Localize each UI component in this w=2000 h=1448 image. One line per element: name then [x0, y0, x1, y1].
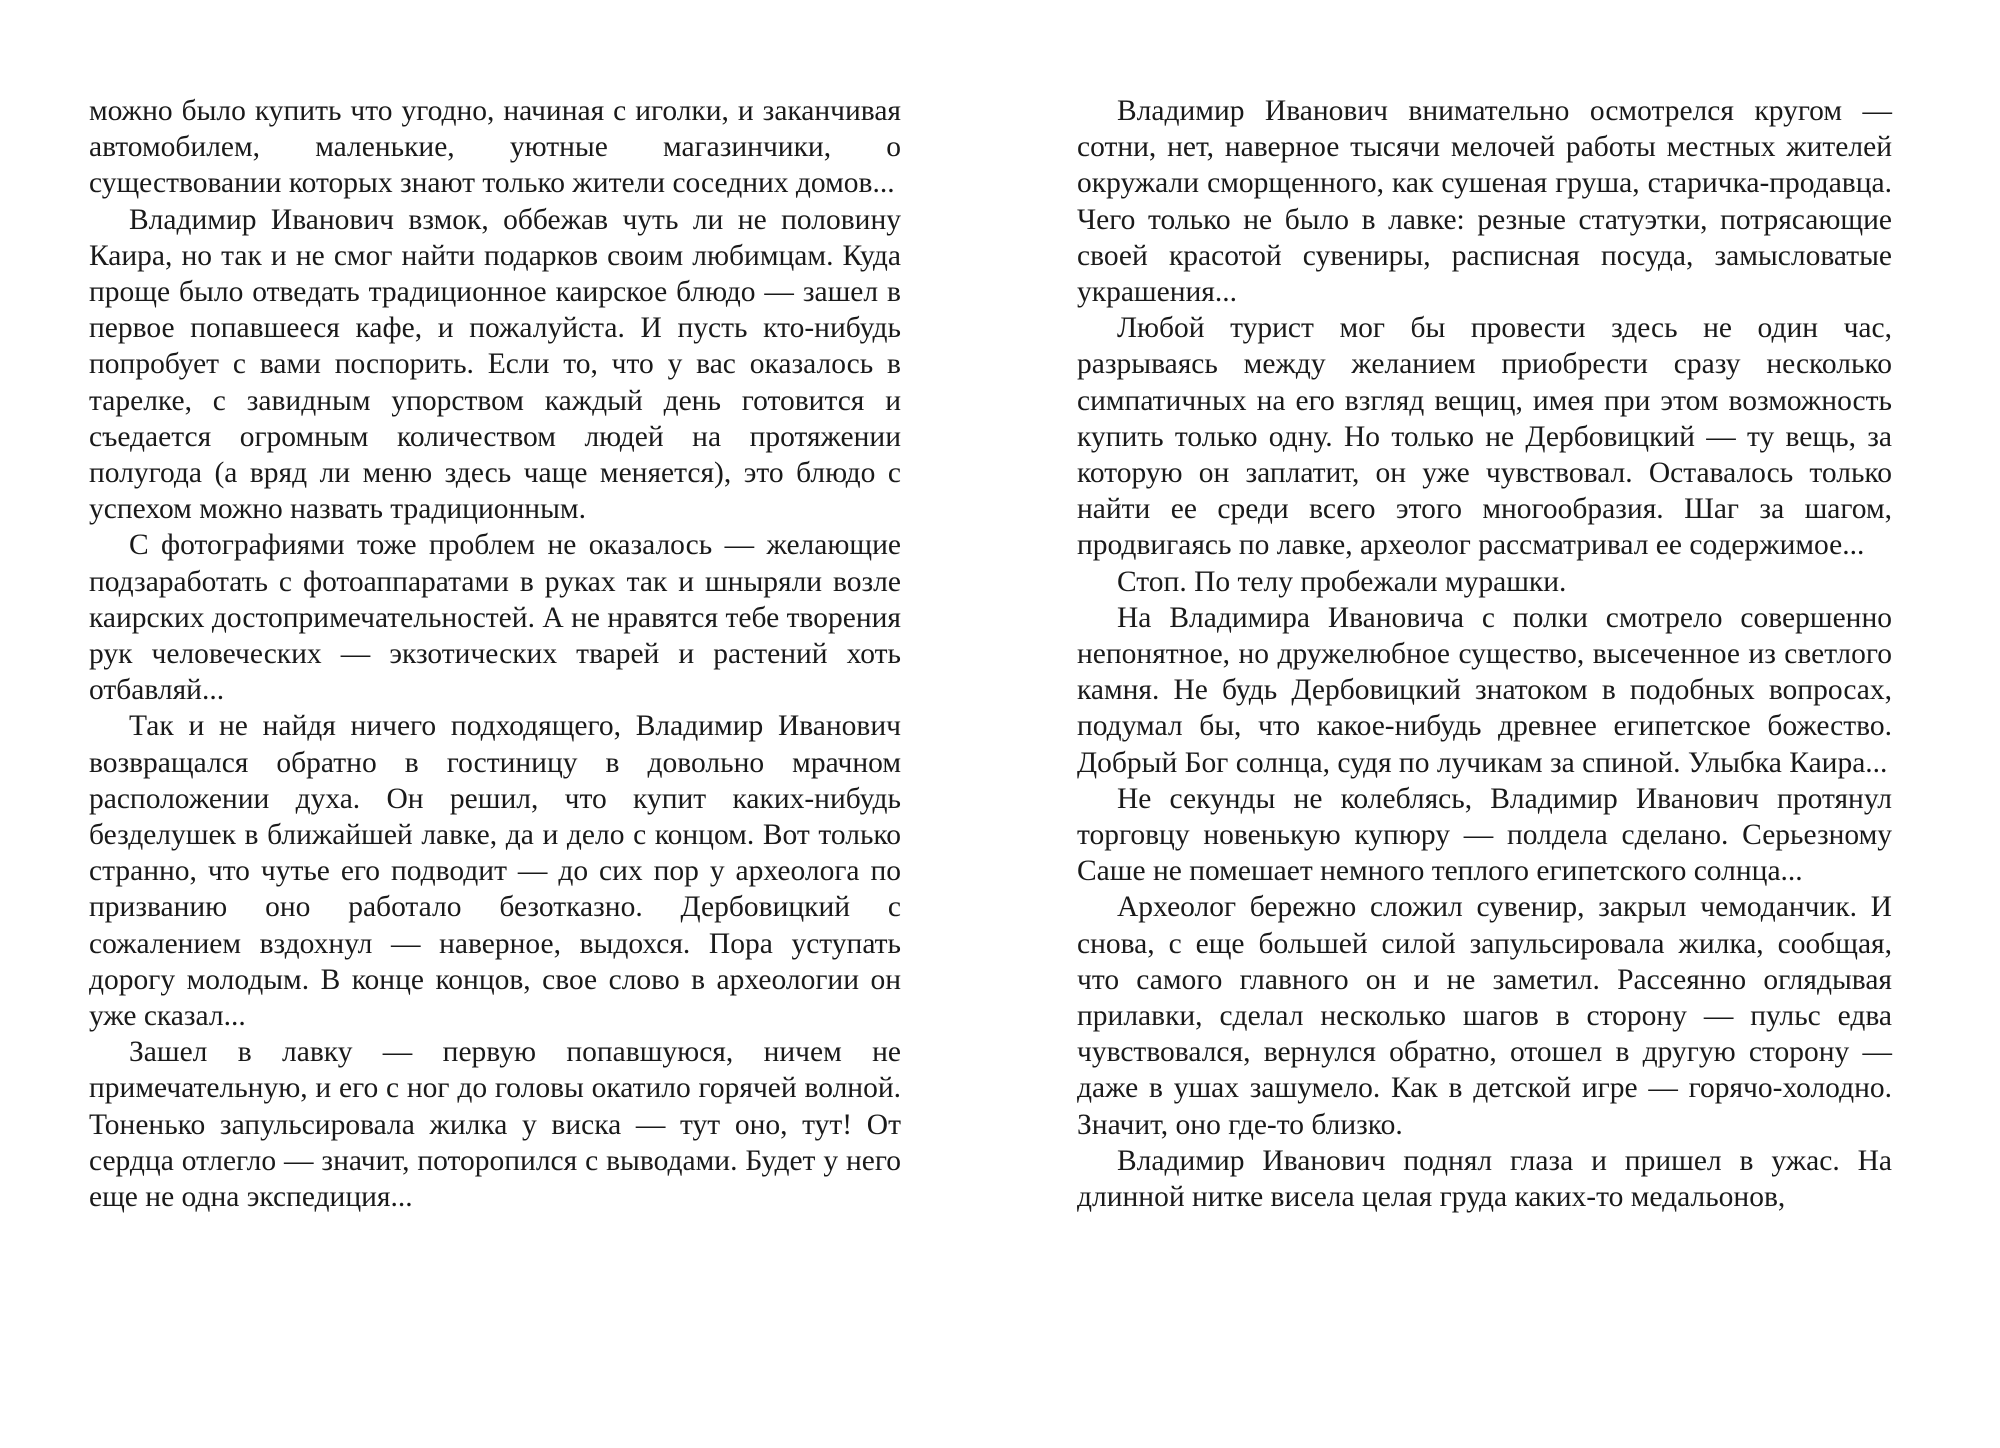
right-page — [1077, 93, 1892, 1215]
paragraph: Владимир Иванович взмок, оббежав чуть ли не половину Каира, но так и не смог найти подарков своим любимцам. Куда проще было отведать традиционное каирское блюдо — зашел в первое попавшееся кафе, и пожалуйста. И пусть кто-нибудь попробует с вами поспорить. Если то, что у вас оказалось в тарелке, с завидным упорством каждый день готовится и съедается огромным количеством людей на протяжении полугода (а вряд ли меню здесь чаще меняется), это блюдо с успехом можно назвать традиционным. — [89, 203, 901, 526]
paragraph: Так и не найдя ничего подходящего, Владимир Иванович возвращался обратно в гостиницу в довольно мрачном расположении духа. Он решил, что купит каких-нибудь безделушек в ближайшей лавке, да и дело с концом. Вот только странно, что чутье его подводит — до сих пор у археолога по призванию оно работало безотказно. Дербовицкий с сожалением вздохнул — наверное, выдохся. Пора уступать дорогу молодым. В конце концов, свое слово в археологии он уже сказал... — [89, 710, 901, 1033]
paragraph: Археолог бережно сложил сувенир, закрыл чемоданчик. И снова, с еще большей силой запульсировала жилка, сообщая, что самого главного он и не заметил. Рассеянно оглядывая прилавки, сделал несколько шагов в сторону — пульс едва чувствовался, вернулся обратно, отошел в другую сторону — даже в ушах зашумело. Как в детской игре — горячо-холодно. Значит, оно где-то близко. — [1077, 891, 1892, 1141]
paragraph: Стоп. По телу пробежали мурашки. — [1117, 565, 1567, 598]
paragraph: На Владимира Ивановича с полки смотрело совершенно непонятное, но дружелюбное существо, высеченное из светлого камня. Не будь Дербовицкий знатоком в подобных вопросах, подумал бы, что какое-нибудь древнее египетское божество. Добрый Бог солнца, судя по лучикам за спиной. Улыбка Каира... — [1077, 601, 1892, 779]
paragraph: Владимир Иванович внимательно осмотрелся кругом — сотни, нет, наверное тысячи мелочей работы местных жителей окружали сморщенного, как сушеная груша, старичка-продавца. Чего только не было в лавке: резные статуэтки, потрясающие своей красотой сувениры, расписная посуда, замысловатые украшения... — [1077, 95, 1892, 309]
paragraph: Не секунды не колеблясь, Владимир Иванович протянул торговцу новенькую купюру — полдела сделано. Серьезному Саше не помешает немного теплого египетского солнца... — [1077, 782, 1892, 888]
paragraph: можно было купить что угодно, начиная с иголки, и заканчивая автомобилем, маленькие, уютные магазинчики, о существовании которых знают только жители соседних домов... — [89, 95, 901, 200]
left-page — [89, 93, 901, 1215]
paragraph: Владимир Иванович поднял глаза и пришел в ужас. На длинной нитке висела целая груда каких-то медальонов, — [1077, 1144, 1892, 1214]
paragraph: Любой турист мог бы провести здесь не один час, разрываясь между желанием приобрести сразу несколько симпатичных на его взгляд вещиц, имея при этом возможность купить только одну. Но только не Дербовицкий — ту вещь, за которую он заплатит, он уже чувствовал. Оставалось только найти ее среди всего этого многообразия. Шаг за шагом, продвигаясь по лавке, археолог рассматривал ее содержимое... — [1077, 312, 1892, 562]
paragraph: С фотографиями тоже проблем не оказалось — желающие подзаработать с фотоаппаратами в руках так и шныряли возле каирских достопримечательностей. А не нравятся тебе творения рук человеческих — экзотических тварей и растений хоть отбавляй... — [89, 529, 901, 707]
paragraph: Зашел в лавку — первую попавшуюся, ничем не примечательную, и его с ног до головы окатило горячей волной. Тоненько запульсировала жилка у виска — тут оно, тут! От сердца отлегло — значит, поторопился с выводами. Будет у него еще не одна экспедиция... — [89, 1036, 901, 1214]
